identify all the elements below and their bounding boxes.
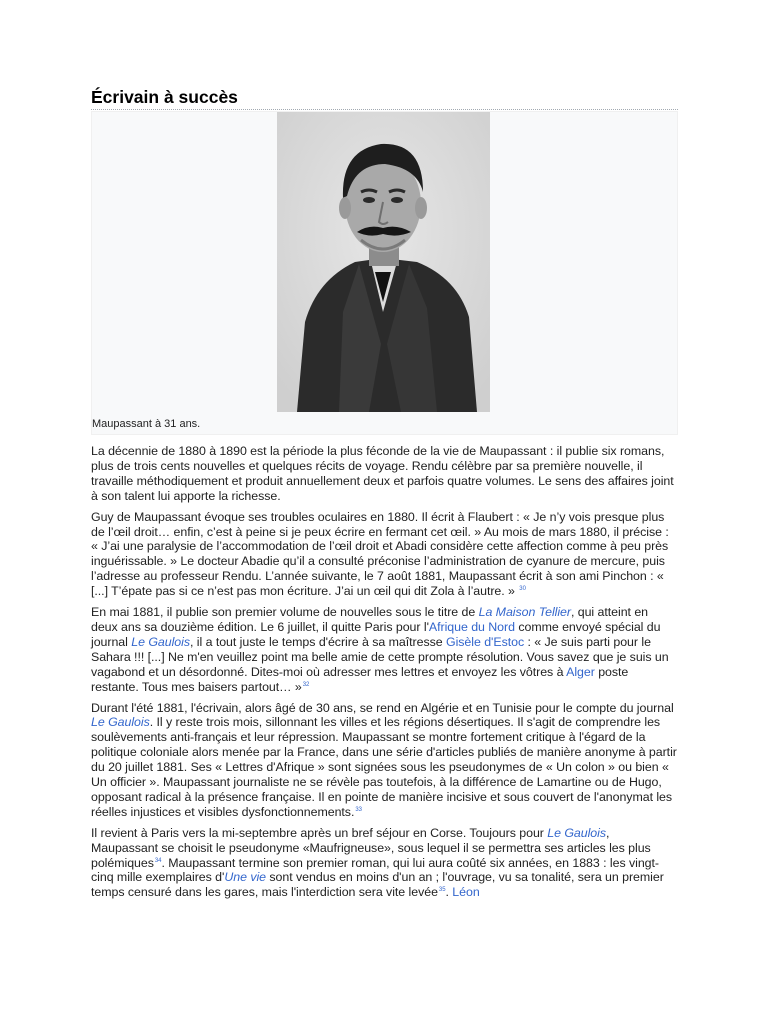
figure-caption: Maupassant à 31 ans. (92, 418, 201, 430)
link-gisele-destoc[interactable]: Gisèle d'Estoc (446, 634, 525, 649)
link-le-gaulois[interactable]: Le Gaulois (547, 825, 606, 840)
link-la-maison-tellier[interactable]: La Maison Tellier (478, 605, 571, 620)
paragraph-2-text: Guy de Maupassant évoque ses troubles oculaires en 1880. Il écrit à Flaubert : « Je n’y vois presque plus de l’œil droit… enfin, c’est à peine si je peux écrire en fermant cet œil. » Au mois de mars 1880, il précise : « J’ai une paralysie de l’accommodation de l’œil droit et Abadi considère cette affection comme à peu près inguérissable. » Le docteur Abadie qu’il a consulté préconise l’administration de cyanure de mercure, puis l’adresse au professeur Rendu. L’année suivante, le 7 août 1881, Maupassant écrit à son ami Pinchon : « [...] T’épate pas si ce n’est pas mon écriture. J’ai un œil qui dit Zola à l’autre. » (91, 509, 669, 599)
section-title: Écrivain à succès (91, 86, 678, 110)
paragraph-4 (91, 701, 678, 820)
text-run: poste restante. Tous mes baisers partout… » (91, 664, 629, 694)
text-run: sont vendus en moins d'un an ; l'ouvrage, vu sa tonalité, sera un premier temps censuré dans les gares, mais l'interdiction sera vite levée (91, 870, 664, 900)
text-run: , qui atteint en deux ans sa douzième édition. Le 6 juillet, il quitte Paris pour l' (91, 605, 649, 634)
text-run: En mai 1881, il publie son premier volume de nouvelles sous le titre de (91, 605, 479, 620)
text-run: . (445, 885, 453, 900)
paragraph-1 (91, 444, 678, 504)
reference-link[interactable]: 35 (438, 887, 446, 894)
reference-link[interactable]: 33 (355, 806, 362, 813)
reference-link[interactable]: 34 (154, 857, 162, 864)
paragraph-2 (91, 510, 678, 599)
link-afrique-du-nord[interactable]: Afrique du Nord (428, 619, 515, 634)
text-run: , Maupassant se choisit le pseudonyme «Maufrigneuse», sous lequel il se permettra ses articles les plus polémiques (91, 825, 651, 870)
link-le-gaulois[interactable]: Le Gaulois (131, 634, 190, 649)
link-leon[interactable]: Léon (452, 885, 480, 900)
link-une-vie[interactable]: Une vie (224, 870, 267, 885)
reference-link[interactable]: 30 (519, 586, 526, 593)
link-alger[interactable]: Alger (566, 664, 595, 679)
text-run: , il a tout juste le temps d'écrire à sa maîtresse (190, 634, 446, 649)
portrait-photo[interactable] (277, 112, 490, 412)
text-run: . Il y reste trois mois, sillonnant les villes et les régions désertiques. Il s'agit de comprendre les soulèvements anti-français et leur répression. Maupassant se montre fortement critique à l'égard de la politique coloniale alors menée par la France, dans une série d'articles publiés de manière anonyme à partir du 20 juillet 1881. Ses « Lettres d'Afrique » sont signées sous les pseudonymes de « Un colon » ou bien « Un officier ». Maupassant journaliste ne se révèle pas toutefois, à la différence de Lamartine ou de Hugo, opposant radical à la présence française. Il en pointe de manière incisive et sous couvert de l'anonymat les réelles injustices et visibles dysfonctionnements. (91, 715, 677, 819)
link-le-gaulois[interactable]: Le Gaulois (91, 715, 150, 730)
paragraph-1-text: La décennie de 1880 à 1890 est la période la plus féconde de la vie de Maupassant : il publie six romans, plus de trois cents nouvelles et quelques récits de voyage. Rendu célèbre par sa première nouvelle, il travaille méthodiquement et produit annuellement deux et parfois quatre volumes. Le sens des affaires joint à son talent lui apporte la richesse. (91, 444, 674, 503)
text-run: Il revient à Paris vers la mi-septembre après un bref séjour en Corse. Toujours pour (91, 825, 548, 840)
text-run: Durant l'été 1881, l'écrivain, alors âgé de 30 ans, se rend en Algérie et en Tunisie pour le compte du journal (91, 700, 674, 715)
paragraph-3 (91, 605, 678, 694)
text-run: . Maupassant termine son premier roman, qui lui aura coûté six années, en 1883 : les vingt-cinq mille exemplaires d' (91, 855, 659, 885)
paragraph-5 (91, 826, 678, 901)
text-run: : « Je suis parti pour le Sahara !!! [...] Ne m'en veuillez point ma belle amie de cette prompte résolution. Vous savez que je suis un vagabond et un désordonné. Dites-moi où adresser mes lettres et envoyez les vôtres à (91, 634, 669, 679)
article-section (91, 86, 678, 900)
text-run: comme envoyé spécial du journal (91, 619, 661, 649)
reference-link[interactable]: 32 (302, 681, 310, 688)
figure (91, 111, 678, 435)
